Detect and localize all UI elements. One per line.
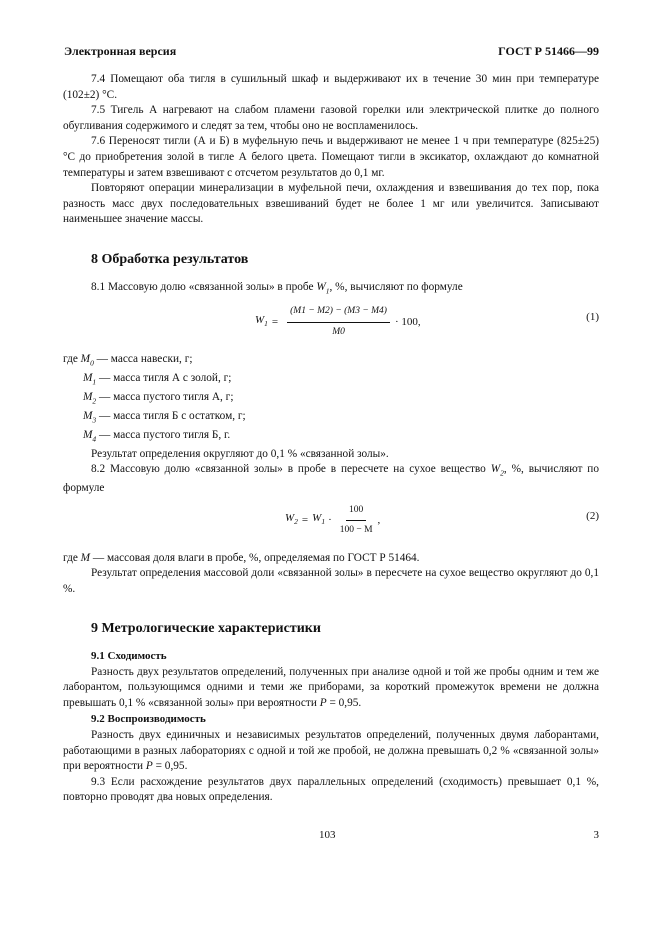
w2-symbol: $W_2$ xyxy=(490,463,504,478)
variable-list-intro: где $M_0$ — масса навески, г; xyxy=(63,353,193,368)
variable-m4: $M_4$ — масса пустого тигля Б, г. xyxy=(83,428,231,443)
paragraph-7-5: 7.5 Тигель А нагревают на слабом пламени газовой горелки или электрической плитке до полного обугливания содержимого и следят за тем, чтобы оно не воспламенилось. xyxy=(63,104,599,132)
variable-moisture: где M — массовая доля влаги в пробе, %, определяемая по ГОСТ Р 51464. xyxy=(63,551,420,564)
paragraph-rounding: Результат определения округляют до 0,1 % «связанной золы». xyxy=(91,447,389,460)
formula1-numerator: (M1 − M2) − (M3 − M4) xyxy=(287,304,390,323)
document-body xyxy=(63,72,599,806)
formula1-eq: = xyxy=(271,315,279,328)
paragraph-9-1: Разность двух результатов определений, полученных при анализе одной и той же пробы одним и тем же лаборантом, пользующимся одними и теми же приборами, за короткий промежуток времени не должна превышать 0,1 % «связанной золы» при вероятности P = 0,95. xyxy=(63,665,599,709)
header-left: Электронная версия xyxy=(64,44,177,58)
formula1-number: (1) xyxy=(586,311,599,324)
variable-m1: $M_1$ — масса тигля А с золой, г; xyxy=(83,372,232,387)
section-8-title: 8 Обработка результатов xyxy=(91,251,249,267)
variable-m3: $M_3$ — масса тигля Б с остатком, г; xyxy=(83,409,246,425)
formula2-w1: $W_1$ xyxy=(312,512,326,527)
paragraph-8-1 xyxy=(63,280,599,299)
paragraph-9-2: Разность двух единичных и независимых результатов определений, полученных двумя лаборантами, работающими в разных лабораториях с одной и той же пробой, не должна превышать 0,2 % «связанной золы» при вероятности P = 0,95. xyxy=(63,728,599,773)
subsection-9-1: 9.1 Сходимость xyxy=(91,650,167,662)
paragraph-repeat: Повторяют операции минерализации в муфельной печи, охлаждения и взвешивания до тех пор, пока разность масс двух последовательных взвешиваний будет не более 1 мг или увеличится. Записывают наименьшее значение массы. xyxy=(63,182,599,226)
formula2-number: (2) xyxy=(586,509,599,522)
subsection-9-2: 9.2 Воспроизводимость xyxy=(91,713,206,726)
formula-2: $W_2$ = $W_1$ · $\frac{100}{100 - M}$ , (2) xyxy=(63,503,599,543)
formula2-fraction xyxy=(340,503,373,539)
formula1-tail: · 100, xyxy=(394,315,421,328)
header-right: ГОСТ Р 51466—99 xyxy=(498,44,599,58)
paragraph-7-6: 7.6 Переносят тигли (А и Б) в муфельную печь и выдерживают не менее 1 ч при температуре (825±25) °С до приобретения золой в тигле А белого цвета. Помещают тигли в эксикатор, охлаждают до комнатной температуры и затем взвешивают с отсчетом результатов до 0,1 мг. xyxy=(63,135,599,179)
formula2-denominator: 100 − M xyxy=(339,525,373,536)
paragraph-8-2: 8.2 Массовую долю «связанной золы» в пробе в пересчете на сухое вещество $W_2$, %, вычисляют по формуле xyxy=(63,463,600,495)
paragraph-7-4: 7.4 Помещают оба тигля в сушильный шкаф и выдерживают их в течение 30 мин при температуре (102±2) °С. xyxy=(63,73,599,101)
footer-page-index: 3 xyxy=(593,829,599,841)
formula1-fraction xyxy=(287,304,390,340)
formula2-numerator: 100 xyxy=(346,503,366,522)
variable-m2: $M_2$ — масса пустого тигля А, г; xyxy=(83,391,234,406)
paragraph-result-dry: Результат определения массовой доли «связанной золы» в пересчете на сухое вещество округляют до 0,1 %. xyxy=(63,567,599,595)
p81-end: , %, вычисляют по формуле xyxy=(329,280,463,293)
w1-symbol: $W_1$ xyxy=(316,280,330,295)
formula2-lhs: $W_2$ xyxy=(285,512,298,527)
formula1-lhs: $W_1$ xyxy=(255,314,268,329)
formula1-denominator: M0 xyxy=(332,326,345,337)
p81-start: 8.1 Массовую долю «связанной золы» в пробе xyxy=(91,280,314,293)
section-9-title: 9 Метрологические характеристики xyxy=(91,621,321,637)
footer-page-number: 103 xyxy=(319,829,336,841)
paragraph-9-3: 9.3 Если расхождение результатов двух параллельных определений (сходимость) превышает 0,1 %, повторно проводят два новых определения. xyxy=(63,775,599,804)
formula-1 xyxy=(63,304,599,344)
